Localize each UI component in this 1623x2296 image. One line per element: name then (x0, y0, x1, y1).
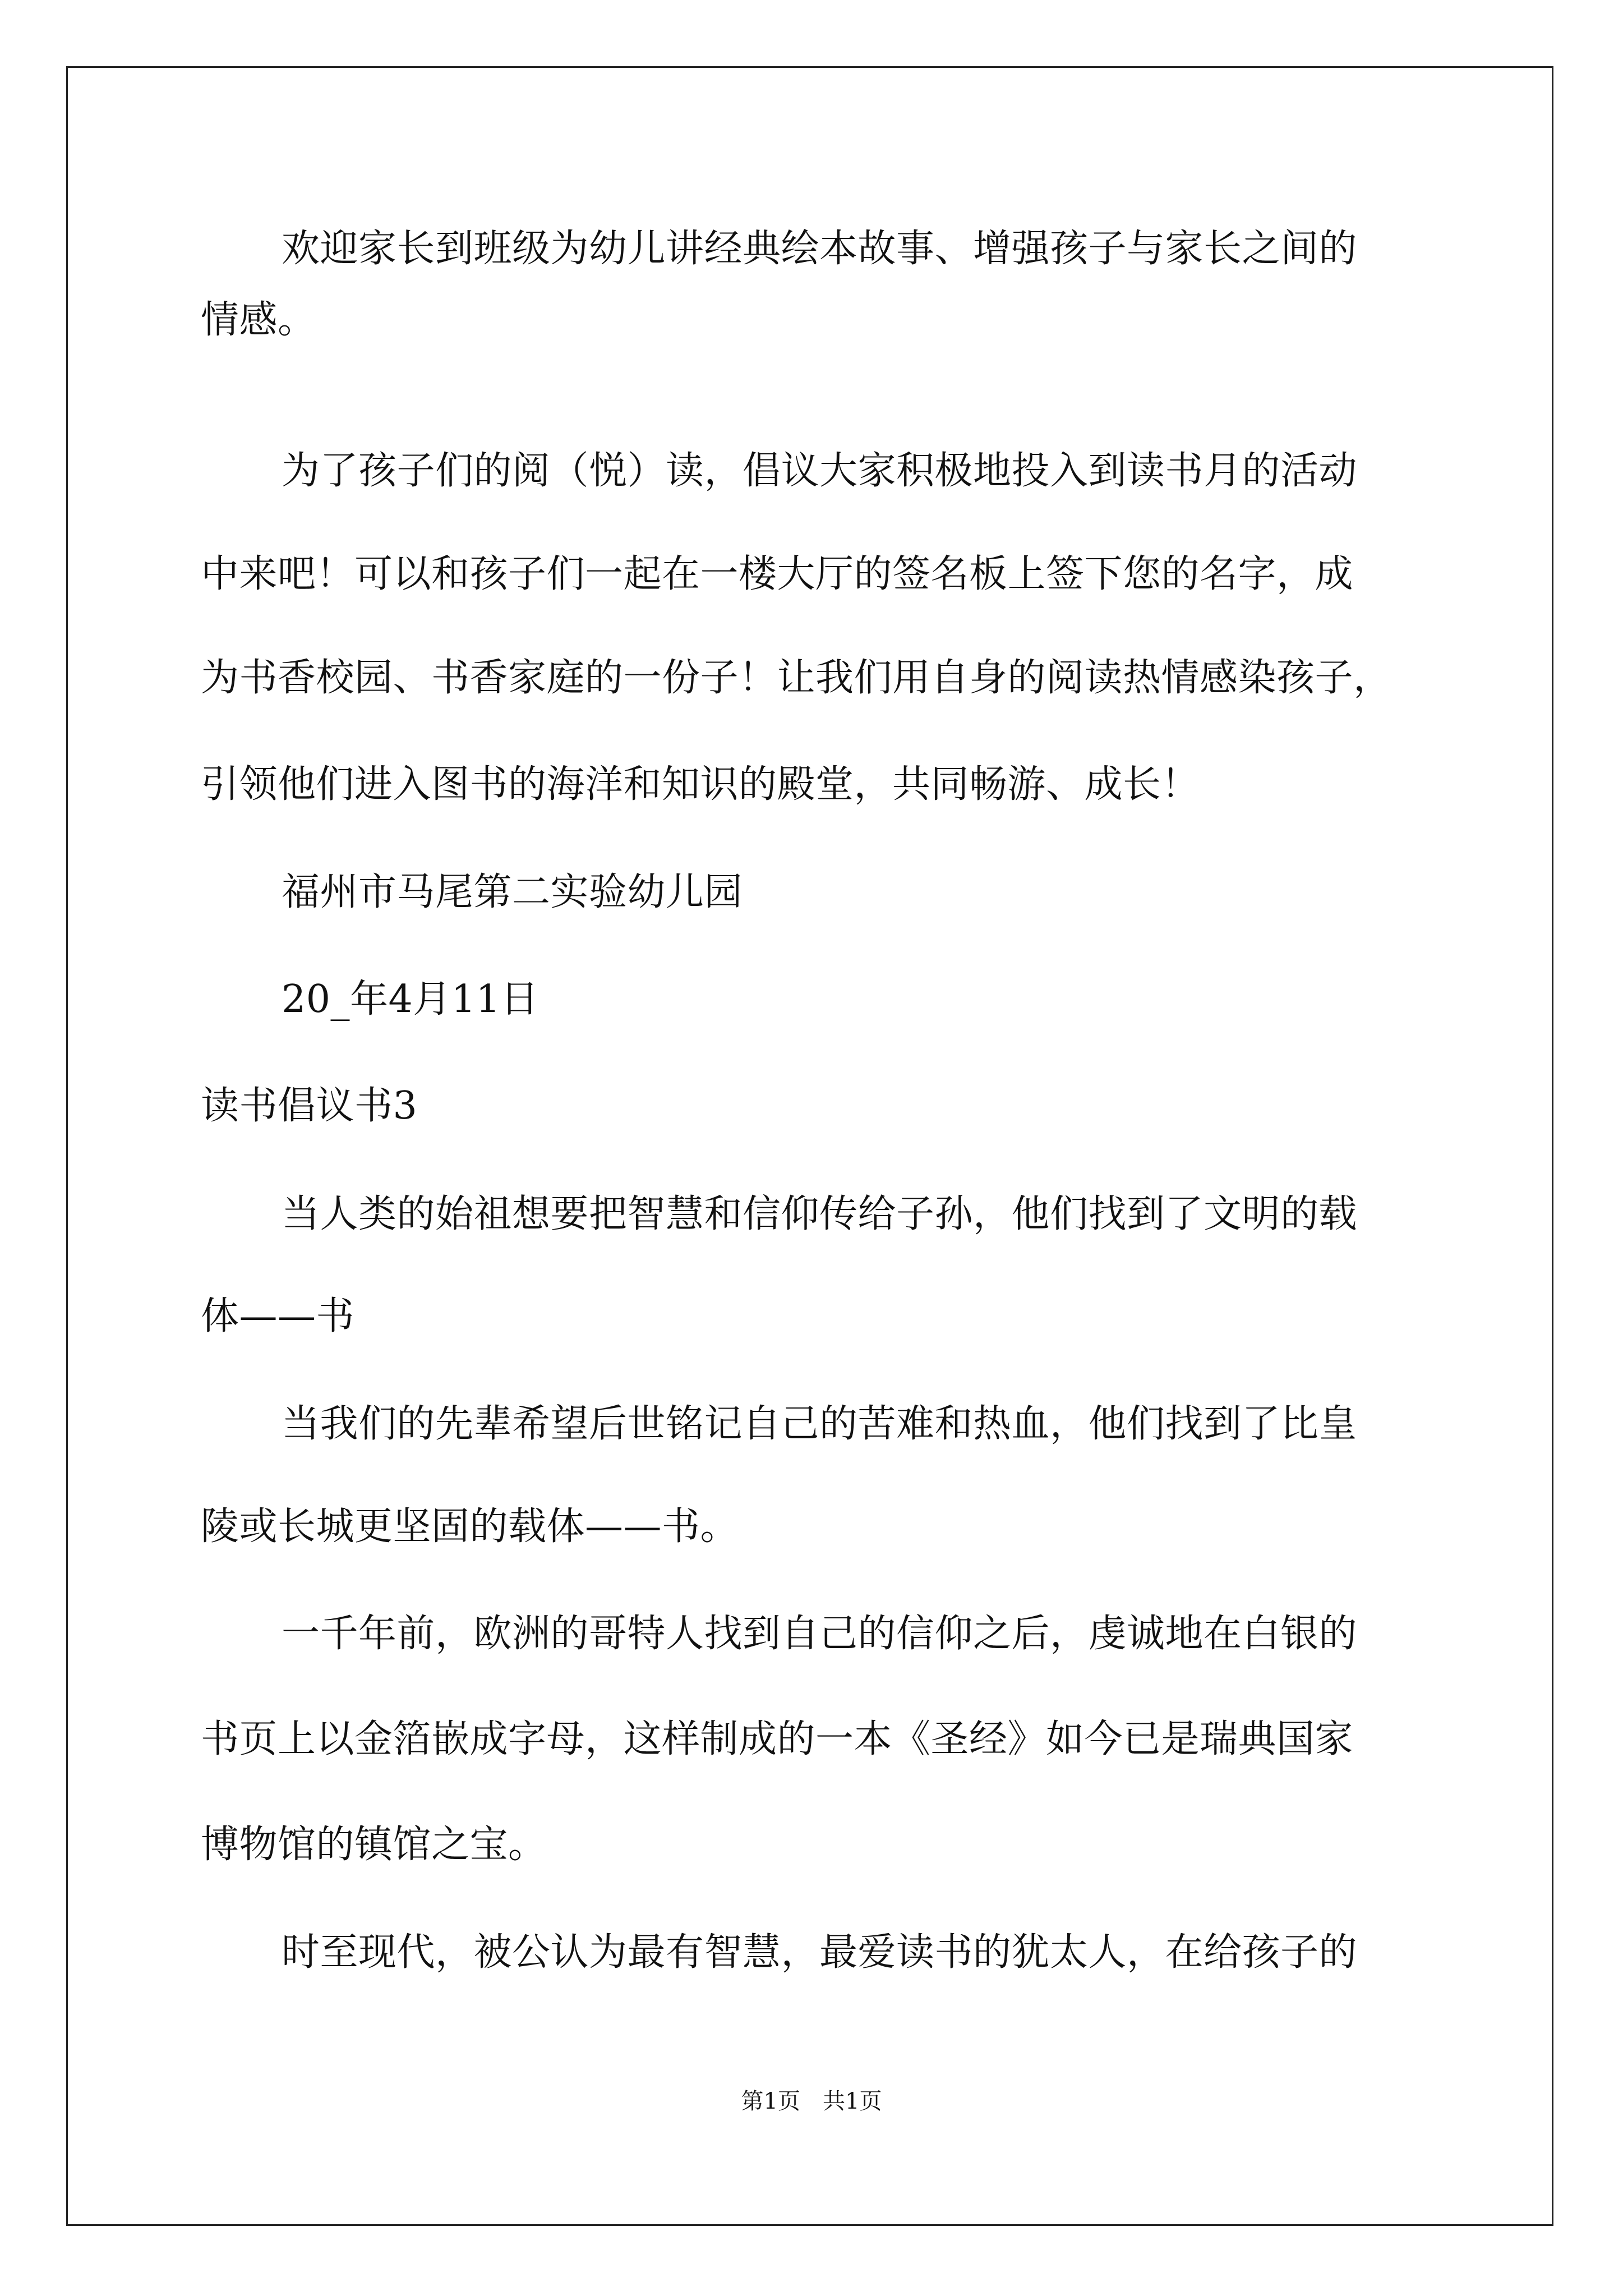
paragraph-line: 书页上以金箔嵌成字母，这样制成的一本《圣经》如今已是瑞典国家 (201, 1717, 1354, 1761)
section-heading: 读书倡议书3 (201, 1084, 418, 1128)
paragraph-line: 欢迎家长到班级为幼儿讲经典绘本故事、增强孩子与家长之间的 (282, 227, 1358, 271)
paragraph-line: 陵或长城更坚固的载体——书。 (201, 1504, 739, 1549)
signature-organization: 福州市马尾第二实验幼儿园 (282, 870, 743, 914)
paragraph-line: 为书香校园、书香家庭的一份子！让我们用自身的阅读热情感染孩子， (201, 656, 1392, 700)
paragraph-line: 中来吧！可以和孩子们一起在一楼大厅的签名板上签下您的名字，成 (201, 552, 1354, 596)
paragraph-line: 体——书 (201, 1294, 355, 1338)
signature-date: 20_年4月11日 (282, 977, 539, 1022)
paragraph-line: 博物馆的镇馆之宝。 (201, 1823, 547, 1867)
paragraph-line: 当人类的始祖想要把智慧和信仰传给子孙，他们找到了文明的载 (282, 1192, 1358, 1236)
paragraph-line: 一千年前，欧洲的哥特人找到自己的信仰之后，虔诚地在白银的 (282, 1612, 1358, 1656)
page-footer: 第1页 共1页 (741, 2088, 882, 2114)
paragraph-line: 时至现代，被公认为最有智慧，最爱读书的犹太人，在给孩子的 (282, 1930, 1358, 1975)
paragraph-line: 当我们的先辈希望后世铭记自己的苦难和热血，他们找到了比皇 (282, 1402, 1358, 1446)
paragraph-line: 为了孩子们的阅（悦）读，倡议大家积极地投入到读书月的活动 (282, 449, 1358, 493)
paragraph-line: 引领他们进入图书的海洋和知识的殿堂，共同畅游、成长！ (201, 762, 1200, 807)
page-frame (66, 66, 1553, 2226)
paragraph-line: 情感。 (201, 298, 316, 342)
